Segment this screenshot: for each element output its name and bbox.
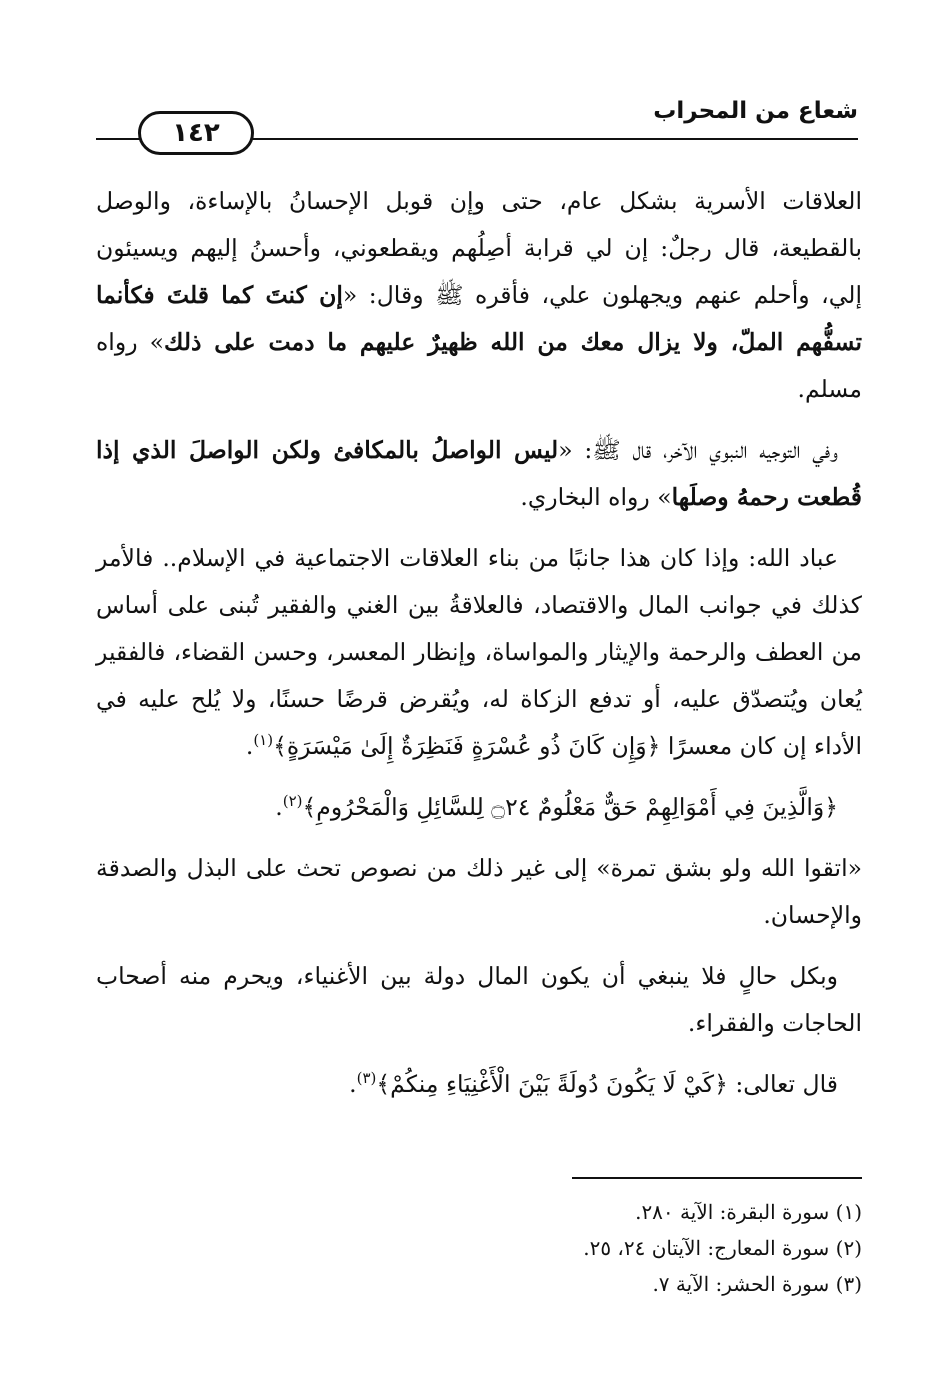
quran-verse-2: ﴿وَالَّذِينَ فِي أَمْوَالِهِمْ حَقٌّ مَعْلُومٌ ۝٢٤ لِلسَّائِلِ وَالْمَحْرُومِ﴾ (302, 793, 838, 821)
footnote-ref-2: (٢) (282, 792, 303, 811)
paragraph-4 (96, 784, 862, 831)
paragraph-7 (96, 1061, 862, 1108)
paragraph-3 (96, 535, 862, 770)
footnote-ref-1: (١) (253, 731, 274, 750)
paragraph-2 (96, 427, 862, 521)
running-title: شعاع من المحراب (653, 98, 858, 124)
footnote-1: (١) سورة البقرة: الآية ٢٨٠. (635, 1200, 862, 1224)
paragraph-2-source: » رواه البخاري. (520, 483, 672, 511)
footnote-3: (٣) سورة الحشر: الآية ٧. (652, 1272, 862, 1296)
paragraph-1-text: العلاقات الأسرية بشكل عام، حتى وإن قوبل الإحسانُ بالإساءة، والوصل بالقطيعة، قال رجلٌ: إن لي قرابة أصِلُهم ويقطعوني، وأحسنُ إليهم ويسيئون إلي، وأحلم عنهم ويجهلون علي، فأقره ﷺ وقال: « (96, 187, 862, 309)
paragraph-6 (96, 953, 862, 1047)
quran-verse-3: ﴿كَيْ لَا يَكُونَ دُولَةً بَيْنَ الْأَغْنِيَاءِ مِنكُمْ﴾ (376, 1070, 728, 1098)
paragraph-7-text: قال تعالى: (727, 1070, 838, 1098)
hadith-quote-1: إن كنتَ كما قلتَ فكأنما تسفُّهم الملّ، ولا يزال معك من الله ظهيرٌ عليهم ما دمت على ذلك (96, 281, 862, 356)
paragraph-5-text: «اتقوا الله ولو بشق تمرة» إلى غير ذلك من نصوص تحث على البذل والصدقة والإحسان. (96, 854, 862, 929)
hadith-quote-2: ليس الواصلُ بالمكافئ ولكن الواصلَ الذي إذا قُطعت رحمهُ وصلَها (96, 436, 862, 511)
sentence-end: . (275, 793, 283, 821)
page-number: ١٤٢ (138, 111, 254, 155)
paragraph-2-text: وفي التوجيه النبوي الآخر، قال ﷺ: « (558, 436, 838, 464)
body-text (96, 178, 862, 1122)
footnote-ref-3: (٣) (356, 1069, 377, 1088)
sentence-end: . (349, 1070, 357, 1098)
paragraph-3-text: عباد الله: وإذا كان هذا جانبًا من بناء العلاقات الاجتماعية في الإسلام.. فالأمر كذلك في جوانب المال والاقتصاد، فالعلاقةُ بين الغني والفقير تُبنى على أساس من العطف والرحمة والإيثار والمواساة، وإنظار المعسر، وحسن القضاء، فالفقير يُعان ويُتصدّق عليه، أو تدفع الزكاة له، ويُقرض قرضًا حسنًا، ولا يُلح عليه في الأداء إن كان معسرًا (96, 544, 862, 760)
quran-verse-1: ﴿وَإِن كَانَ ذُو عُسْرَةٍ فَنَظِرَةٌ إِلَىٰ مَيْسَرَةٍ﴾ (273, 732, 661, 760)
paragraph-6-text: وبكل حالٍ فلا ينبغي أن يكون المال دولة بين الأغنياء، ويحرم منه أصحاب الحاجات والفقراء. (96, 962, 862, 1037)
footnotes (162, 1194, 862, 1302)
footnote-rule (572, 1177, 862, 1179)
footnote-2: (٢) سورة المعارج: الآيتان ٢٤، ٢٥. (583, 1236, 862, 1260)
paragraph-1-source: » رواه مسلم. (96, 328, 862, 403)
paragraph-5 (96, 845, 862, 939)
sentence-end: . (245, 732, 254, 760)
paragraph-1 (96, 178, 862, 413)
